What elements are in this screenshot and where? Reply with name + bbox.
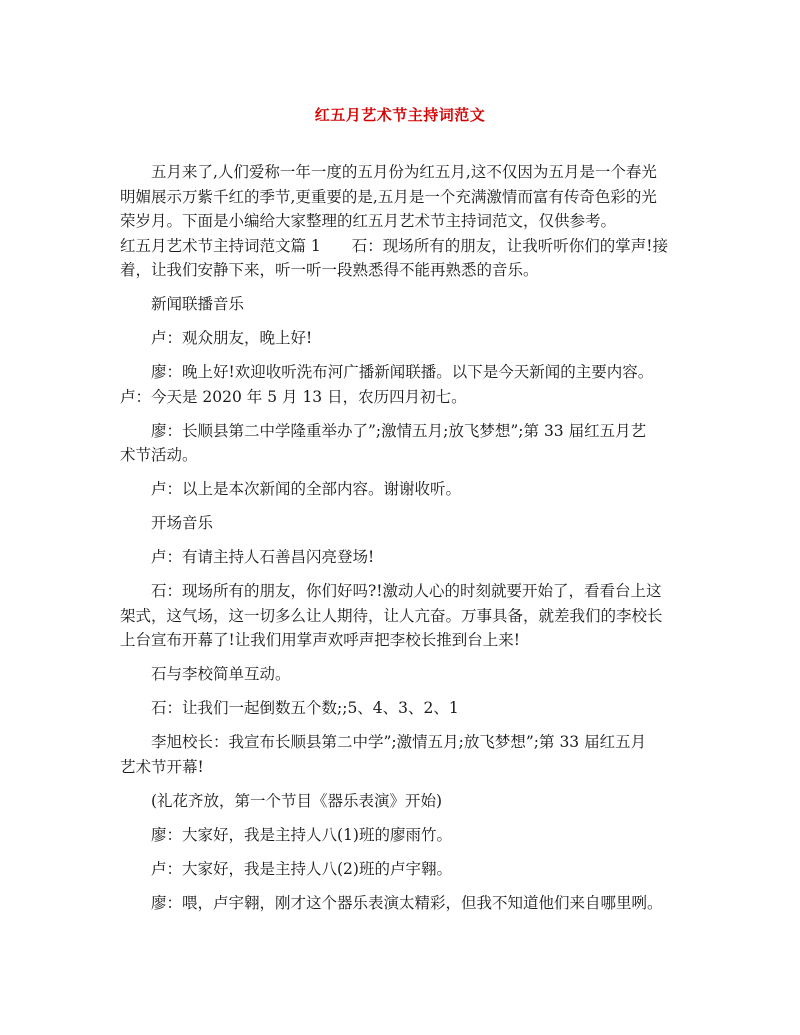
intro-line-1: 五月来了,人们爱称一年一度的五月份为红五月,这不仅因为五月是一个春光 <box>151 163 657 181</box>
section-heading-line <box>120 234 682 259</box>
paragraph-host-intro: 卢：有请主持人石善昌闪亮登场! <box>151 548 375 566</box>
paragraph-1-start: 石：现场所有的朋友，让我听听你们的掌声!接 <box>351 236 669 255</box>
paragraph-event-line-1: 廖：长顺县第二中学隆重举办了”;激情五月;放飞梦想”;第 33 届红五月艺 <box>151 421 647 440</box>
paragraph-date: 卢：今天是 2020 年 5 月 13 日，农历四月初七。 <box>120 387 467 406</box>
paragraph-countdown: 石：让我们一起倒数五个数;;5、4、3、2、1 <box>151 699 459 717</box>
paragraph-opening-music: 开场音乐 <box>151 514 214 532</box>
paragraph-news-music: 新闻联播音乐 <box>151 295 245 313</box>
paragraph-welcome: 廖：晚上好!欢迎收听洗布河广播新闻联播。以下是今天新闻的主要内容。 <box>151 363 654 381</box>
paragraph-host-speech-line-1: 石：现场所有的朋友，你们好吗?!激动人心的时刻就要开始了，看看台上这 <box>151 582 662 600</box>
paragraph-1-end: 着，让我们安静下来，听一听一段熟悉得不能再熟悉的音乐。 <box>120 261 539 279</box>
document-title: 红五月艺术节主持词范文 <box>314 106 486 124</box>
document-body <box>120 160 682 915</box>
paragraph-event-line-2: 术节活动。 <box>120 446 198 464</box>
paragraph-principal-line-1: 李旭校长：我宣布长顺县第二中学”;激情五月;放飞梦想”;第 33 届红五月 <box>151 733 647 751</box>
paragraph-lu-intro: 卢：大家好，我是主持人八(2)班的卢宇翱。 <box>151 859 452 878</box>
paragraph-host-speech-line-2: 架式，这气场，这一切多么让人期待，让人亢奋。万事具备，就差我们的李校长 <box>120 606 663 625</box>
paragraph-liao-intro: 廖：大家好，我是主持人八(1)班的廖雨竹。 <box>151 825 452 844</box>
paragraph-liao-question: 廖：喂，卢宇翱，刚才这个器乐表演太精彩，但我不知道他们来自哪里咧。 <box>151 893 663 912</box>
paragraph-principal-line-2: 艺术节开幕! <box>120 757 204 776</box>
section-heading: 红五月艺术节主持词范文篇 1 <box>120 236 321 255</box>
paragraph-interaction: 石与李校简单互动。 <box>151 665 291 683</box>
paragraph-greeting: 卢：观众朋友，晚上好! <box>151 329 313 347</box>
intro-line-2: 明媚展示万紫千红的季节,更重要的是,五月是一个充满激情而富有传奇色彩的光 <box>120 187 657 206</box>
intro-line-3: 荣岁月。下面是小编给大家整理的红五月艺术节主持词范文，仅供参考。 <box>120 212 617 230</box>
paragraph-news-end: 卢：以上是本次新闻的全部内容。谢谢收听。 <box>151 480 462 498</box>
paragraph-fireworks: (礼花齐放，第一个节目《器乐表演》开始) <box>151 791 443 810</box>
paragraph-host-speech-line-3: 上台宣布开幕了!让我们用掌声欢呼声把李校长推到台上来! <box>120 631 520 649</box>
